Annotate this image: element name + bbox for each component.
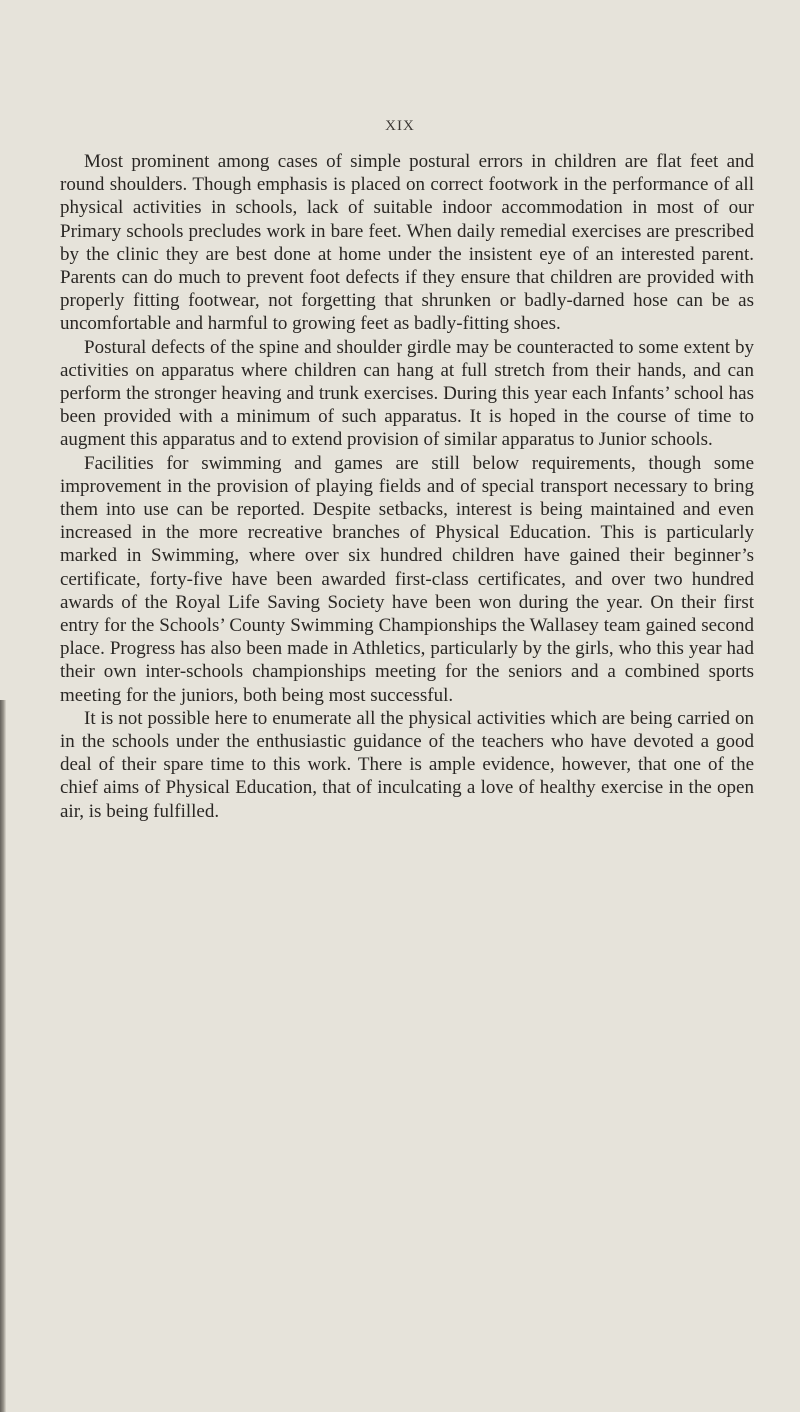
paragraph-postural-errors: Most prominent among cases of simple postural errors in children are flat feet and round shoulders. Though emphasis is placed on correct footwork in the performance of all physical activities in schools, lack of suitable indoor accommodation in most of our Primary schools precludes work in bare feet. When daily remedial exercises are prescribed by the clinic they are best done at home under the insistent eye of an interested parent. Parents can do much to prevent foot defects if they ensure that children are provided with properly fitting footwear, not forgetting that shrunken or badly-darned hose can be as uncomfortable and harmful to growing feet as badly-fitting shoes. — [60, 151, 754, 335]
page-number: XIX — [385, 118, 415, 134]
paragraph-spine-defects: Postural defects of the spine and shoulder girdle may be counteracted to some extent by activities on apparatus where children can hang at full stretch from their hands, and can perform the stronger heaving and trunk exercises. During this year each Infants’ school has been provided with a minimum of such apparatus. It is hoped in the course of time to augment this apparatus and to extend provision of similar apparatus to Junior schools. — [60, 336, 754, 451]
page-edge-shadow — [0, 700, 6, 1412]
paragraph-swimming-games: Facilities for swimming and games are still below requirements, though some improvement in the provision of playing fields and of special transport necessary to bring them into use can be reported. Despite setbacks, interest is being maintained and even increased in the more recreative branches of Physical Education. This is particularly marked in Swimming, where over six hundred children have gained their beginner’s certificate, forty-five have been awarded first-class certificates, and over two hundred awards of the Royal Life Saving Society have been won during the year. On their first entry for the Schools’ County Swimming Championships the Wallasey team gained second place. Progress has also been made in Athletics, particularly by the girls, who this year had their own inter-schools championships meeting for the seniors and a combined sports meeting for the juniors, both being most successful. — [60, 452, 754, 706]
paragraph-physical-activities: It is not possible here to enumerate all the physical activities which are being carried on in the schools under the enthusiastic guidance of the teachers who have devoted a good deal of their spare time to this work. There is ample evidence, however, that one of the chief aims of Physical Education, that of inculcating a love of healthy exercise in the open air, is being fulfilled. — [60, 707, 754, 822]
body-text — [60, 150, 754, 823]
